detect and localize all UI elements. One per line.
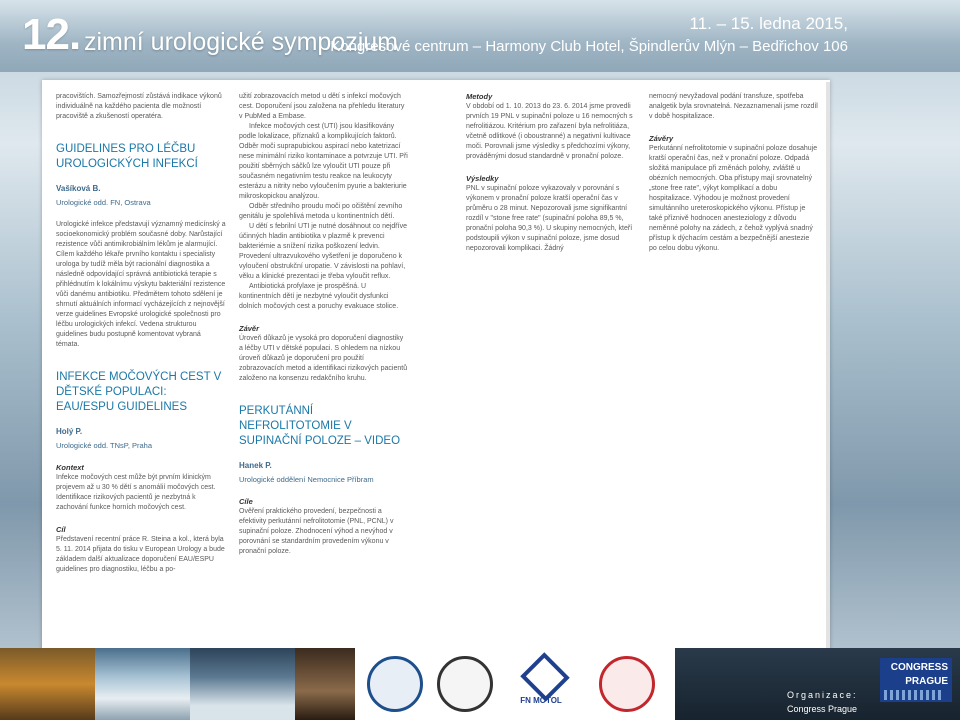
- mountain-landscape-photo: [95, 648, 190, 720]
- subheading: Závěr: [239, 324, 260, 333]
- author: Hanek P.: [239, 461, 272, 470]
- university-seal-logo: [437, 656, 493, 712]
- castle-skyline-icon: [884, 690, 944, 700]
- paragraph: Představení recentní práce R. Steina a kol., která byla 5. 11. 2014 přijata do tisku v European Urology a bude základem další aktualizace doporučení EAU/ESPU guidelines pro diagnostiku, léčbu a po-: [56, 536, 225, 573]
- cp-logo-line1: CONGRESS: [890, 662, 948, 673]
- paragraph: Úroveň důkazů je vysoká pro doporučení diagnostiky a léčby UTI v dětské populaci. S ohledem na nízkou úroveň důkazů je doporučení pro použití zobrazovacích metod a identifikaci rizikových pacientů založeno na konsenzu redakčního kruhu.: [239, 335, 408, 382]
- fn-motol-mark-icon: [520, 652, 569, 701]
- department: Urologické odd. TNsP, Praha: [56, 441, 153, 450]
- subheading: Kontext: [56, 463, 84, 472]
- paragraph: Urologické infekce představují významný medicínský a socioekonomický problém současné doby. Narůstající rezistence vůči antimikrobiálním lékům je alarmující. Cílem každého lékaře prvního kontaktu i specialisty urologa by tudíž měla být racionální diagnostika a následně odpovídající správná antibiotická terapie s přihlédnutím k lokálnímu výskytu bakteriální rezistence vůči danému antibiotiku. Předmětem tohoto sdělení je shrnutí aktuálních informací vycházejících z nejnovější verze guidelines Evropské urologické společnosti pro léčbu urologických infekcí. Vedena strukturou guidelines budu postupně komentovat vybraná témata.: [56, 221, 226, 348]
- paragraph: U dětí s febrilní UTI je nutné dosáhnout co nejdříve účinných hladin antibiotika v plazmě k prevenci bakteriémie a snížení rizika poškození ledvin. Provedení ultrazvukového vyšetření je doporučeno k vyloučení obstrukční uropatie. V závislosti na pohlaví, věku a klinické prezentaci je třeba vyloučit reflux.: [239, 223, 407, 280]
- conference-hall-photo: [0, 648, 95, 720]
- interior-photo: [295, 648, 355, 720]
- column-3: [466, 92, 636, 254]
- faculty-seal-logo: [367, 656, 423, 712]
- winter-hotel-photo: [190, 648, 295, 720]
- organizer-block: [675, 648, 960, 720]
- organizer-label: Organizace:: [787, 690, 858, 700]
- paragraph: Infekce močových cest (UTI) jsou klasifikovány podle lokalizace, příznaků a komplikujících faktorů. Odběr moči suprapubickou aspirací nebo katetrizací nese minimální riziko kontaminace a potvrzuje UTI. Při použití sběrných sáčků lze vyloučit UTI pouze při současném negativním testu reakce na leukocyty esterázu a nitrity nebo vyloučením pyurie a bakteriurie mikroskopickou analýzou.: [239, 123, 408, 200]
- section-heading: INFEKCE MOČOVÝCH CEST V DĚTSKÉ POPULACI: EAU/ESPU GUIDELINES: [56, 371, 222, 413]
- paragraph: nemocný nevyžadoval podání transfuze, spotřeba analgetik byla srovnatelná. Nezaznamenali jsme rozdíl v době hospitalizace.: [649, 93, 818, 120]
- paragraph: Ověření praktického provedení, bezpečnosti a efektivity perkutánní nefrolitotomie (PNL, PCNL) v supinační poloze. Zhodnocení výhod a nevýhod v porovnání se standardním provedením výkonu v pronační poloze.: [239, 508, 394, 555]
- event-date: 11. – 15. ledna 2015,: [689, 14, 848, 33]
- subheading: Výsledky: [466, 174, 499, 183]
- column-4: [649, 92, 819, 254]
- paragraph: Perkutánní nefrolitotomie v supinační poloze dosahuje kratší operační čas, než v pronační poloze. Odpadá složitá manipulace při změnách polohy, zvláště u obézních nemocných. Oba přístupy mají srovnatelný „stone free rate", výkyt komplikací a dobu hospitalizace. Výhodou je možnost provedení simultánního ureteroskopického výkonu. Přístup je také příznivě hodnocen anesteziology z důvodu neměnné polohy na zádech, z čehož vyplývá snadný přístup k dýchacím cestám a bezpečnější anestezie po celou dobu výkonu.: [649, 145, 818, 252]
- paragraph: Antibiotická profylaxe je prospěšná. U kontinentních dětí je nezbytné vyloučit dysfunkci dolních močových cest a poruchy evakuace stolice.: [239, 283, 399, 310]
- header-banner: [0, 0, 960, 72]
- cp-logo-line2: PRAGUE: [905, 676, 948, 687]
- department: Urologické oddělení Nemocnice Příbram: [239, 475, 374, 484]
- author: Vašíková B.: [56, 184, 101, 193]
- department: Urologické odd. FN, Ostrava: [56, 198, 151, 207]
- column-1: [56, 92, 226, 575]
- section-heading: PERKUTÁNNÍ NEFROLITOTOMIE V SUPINAČNÍ POLOZE – VIDEO: [239, 405, 401, 447]
- organizer-name: Congress Prague: [787, 704, 858, 714]
- paragraph: V období od 1. 10. 2013 do 23. 6. 2014 jsme provedli prvních 19 PNL v supinační poloze u 16 nemocných s nefrolitiázou. Kritérium pro zařazení byla nefrolitiáza, včetně odlitkové (i oboustranné) a negativní kultivace moči. Porovnali jsme výsledky s předchozími výkony, prováděnými dosud standardně v pronační poloze.: [466, 103, 633, 160]
- paragraph: pracovištích. Samozřejmostí zůstává indikace výkonů individuálně na každého pacienta dle možností pracoviště a zkušeností operatéra.: [56, 93, 222, 120]
- paragraph: Infekce močových cest může být prvním klinickým projevem až u 30 % dětí s anomálií močových cest. Identifikace rizikových pacientů je nezbytná k zachování funkce horních močových cest.: [56, 474, 216, 511]
- subheading: Cíle: [239, 497, 253, 506]
- paragraph: Odběr středního proudu moči po očištění zevního genitálu je spolehlivá metoda u kontinentních dětí.: [239, 203, 403, 220]
- document-page: [42, 80, 830, 660]
- subheading: Závěry: [649, 134, 674, 143]
- section-heading: GUIDELINES PRO LÉČBU UROLOGICKÝCH INFEKCÍ: [56, 143, 198, 170]
- column-2: [239, 92, 409, 557]
- event-venue: Kongresové centrum – Harmony Club Hotel, Špindlerův Mlýn – Bedřichov 106: [330, 38, 848, 55]
- subheading: Metody: [466, 92, 493, 101]
- paragraph: PNL v supinační poloze vykazovaly v porovnání s výkonem v pronační poloze kratší operační čas v průměru o 28 minut. Nepozorovali jsme signifikantní rozdíl v "stone free rate" (supinační poloha 89,5 %, pronační poloha 90,3 %). U skupiny nemocných, kteří podstoupili výkon v supinační poloze, jsme dosud nepozorovali komplikaci. Žádný: [466, 185, 633, 252]
- page-shadow-edge: [826, 82, 830, 658]
- subheading: Cíl: [56, 525, 66, 534]
- fn-motol-text: FN MOTOL: [520, 696, 562, 705]
- symposium-title: zimní urologické sympozium: [84, 28, 398, 56]
- footer-strip: [0, 648, 960, 720]
- partner-logos: [355, 648, 675, 720]
- society-seal-logo: [599, 656, 655, 712]
- symposium-number: 12.: [22, 10, 81, 59]
- author: Holý P.: [56, 427, 83, 436]
- paragraph: užití zobrazovacích metod u dětí s infekcí močových cest. Doporučení jsou založena na přehledu literatury v PubMed a Embase.: [239, 93, 405, 120]
- fn-motol-logo: [513, 656, 569, 706]
